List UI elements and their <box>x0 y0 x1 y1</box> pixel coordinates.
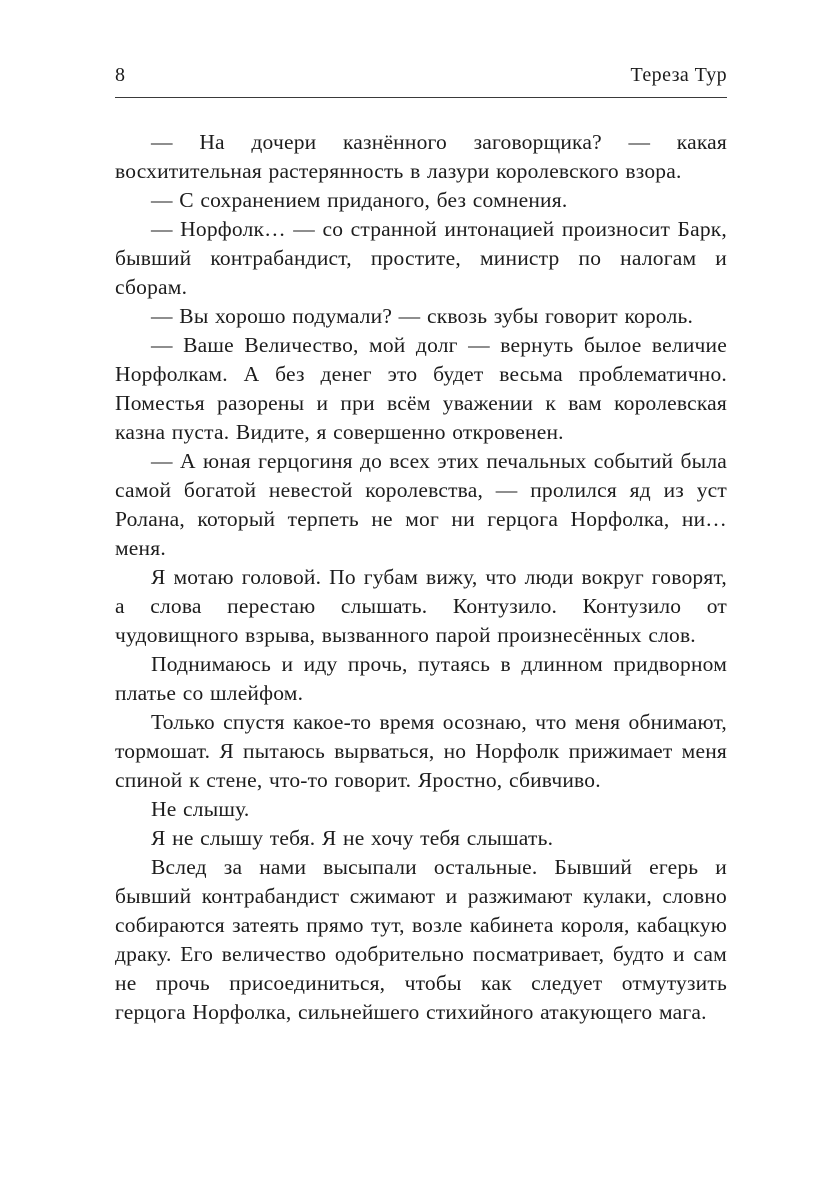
text-block <box>115 128 727 1027</box>
paragraph: — Норфолк… — со странной интонацией произносит Барк, бывший контрабандист, простите, министр по налогам и сборам. <box>115 217 727 299</box>
paragraph: Я не слышу тебя. Я не хочу тебя слышать. <box>151 826 554 850</box>
paragraph: Я мотаю головой. По губам вижу, что люди вокруг говорят, а слова перестаю слышать. Контузило. Контузило от чудовищного взрыва, вызванного парой произнесённых слов. <box>115 565 727 647</box>
paragraph: — На дочери казнённого заговорщика? — какая восхитительная растерянность в лазури королевского взора. <box>115 130 727 183</box>
paragraph: Поднимаюсь и иду прочь, путаясь в длинном придворном платье со шлейфом. <box>115 652 727 705</box>
paragraph: — Вы хорошо подумали? — сквозь зубы говорит король. <box>151 304 694 328</box>
paragraph: Только спустя какое-то время осознаю, что меня обнимают, тормошат. Я пытаюсь вырваться, но Норфолк прижимает меня спиной к стене, что-то говорит. Яростно, сбивчиво. <box>115 710 727 792</box>
header-author: Тереза Тур <box>630 64 727 86</box>
paragraph: Не слышу. <box>151 797 250 821</box>
paragraph: Вслед за нами высыпали остальные. Бывший егерь и бывший контрабандист сжимают и разжимают кулаки, словно собираются затеять прямо тут, возле кабинета короля, кабацкую драку. Его величество одобрительно посматривает, будто и сам не прочь присоединиться, чтобы как следует отмутузить герцога Норфолка, сильнейшего стихийного атакующего мага. <box>115 855 727 1024</box>
paragraph: — С сохранением приданого, без сомнения. <box>151 188 568 212</box>
running-header <box>115 64 727 98</box>
paragraph: — Ваше Величество, мой долг — вернуть былое величие Норфолкам. А без денег это будет весьма проблематично. Поместья разорены и при всём уважении к вам королевская казна пуста. Видите, я совершенно откровенен. <box>115 333 727 444</box>
page-number: 8 <box>115 64 126 86</box>
paragraph: — А юная герцогиня до всех этих печальных событий была самой богатой невестой королевства, — пролился яд из уст Ролана, который терпеть не мог ни герцога Норфолка, ни… меня. <box>115 449 727 560</box>
